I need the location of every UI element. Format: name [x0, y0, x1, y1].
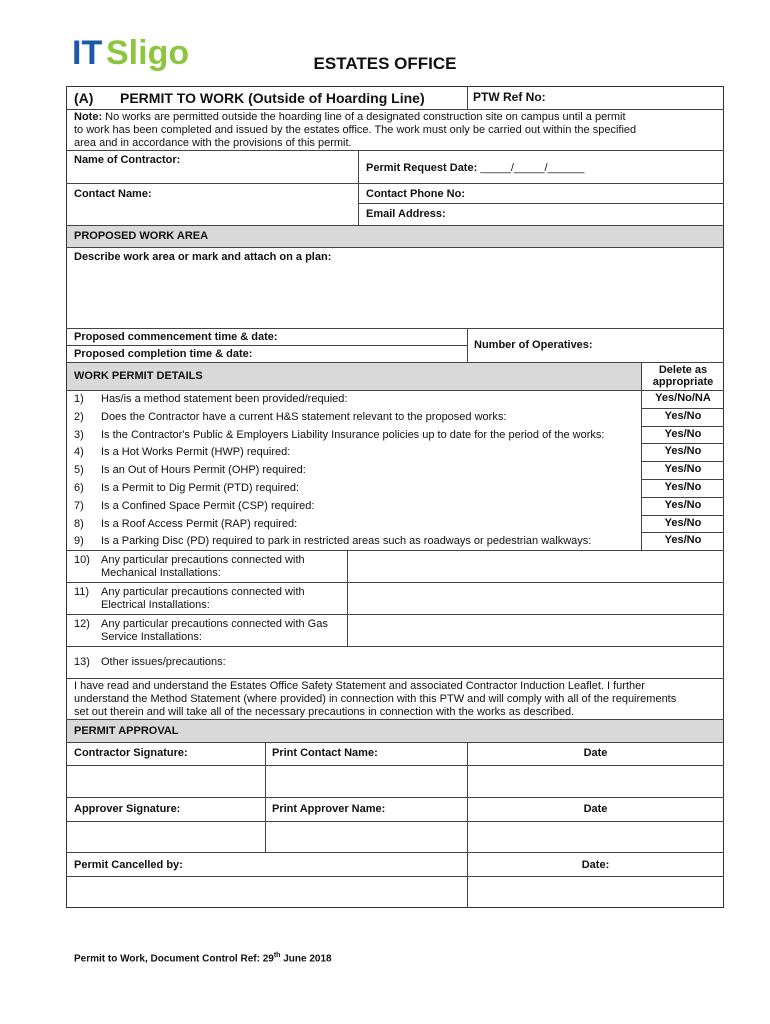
precaution-label: Other issues/precautions:	[101, 656, 226, 668]
item-answer-option[interactable]: Yes/No	[664, 463, 702, 476]
precaution-label-line-2: Mechanical Installations:	[101, 567, 221, 579]
ptw-ref-input[interactable]	[560, 88, 720, 107]
ptw-ref-label: PTW Ref No:	[473, 90, 546, 104]
item-question: Is an Out of Hours Permit (OHP) required:	[101, 464, 306, 477]
item-answer-option[interactable]: Yes/No	[664, 445, 702, 458]
item-answer-option[interactable]: Yes/No	[664, 427, 702, 440]
describe-work-area-label: Describe work area or mark and attach on a plan:	[74, 251, 332, 263]
permit-request-date-text: Permit Request Date:	[366, 162, 478, 174]
precaution-label-line-2: Electrical Installations:	[101, 599, 210, 611]
precaution-number: 13)	[74, 656, 90, 668]
item-answer-option[interactable]: Yes/No/NA	[655, 392, 711, 404]
footer-sup: th	[273, 952, 281, 959]
cancel-date-input[interactable]	[469, 878, 722, 906]
delete-as-appropriate-line-1: Delete as	[658, 364, 708, 376]
proposed-work-area-heading: PROPOSED WORK AREA	[74, 230, 209, 242]
item-number: 3)	[74, 428, 84, 441]
note-text-1: No works are permitted outside the hoarding line of a designated construction site on campus until a permit	[105, 111, 626, 123]
contractor-date-label: Date	[583, 747, 608, 759]
item-answer-option[interactable]: Yes/No	[664, 481, 702, 493]
precaution-number: 12)	[74, 618, 90, 630]
item-question: Is a Hot Works Permit (HWP) required:	[101, 446, 291, 459]
approver-date-input[interactable]	[469, 823, 722, 851]
number-of-operatives-input[interactable]	[605, 336, 720, 354]
contact-phone-input[interactable]	[475, 186, 720, 202]
item-number: 1)	[74, 393, 84, 405]
completion-input[interactable]	[300, 347, 464, 361]
permit-approval-heading: PERMIT APPROVAL	[74, 725, 179, 737]
name-of-contractor-label: Name of Contractor:	[74, 154, 181, 166]
permit-request-date-label	[366, 162, 584, 175]
declaration-line-3: set out therein and will take all of the necessary precautions in connection with the works as described.	[74, 706, 575, 718]
contractor-name-input[interactable]	[70, 167, 355, 182]
email-address-input[interactable]	[455, 206, 720, 222]
item-answer-option[interactable]: Yes/No	[664, 498, 702, 511]
other-issues-input[interactable]	[260, 648, 722, 676]
cancel-date-label: Date:	[581, 859, 610, 871]
section-title: PERMIT TO WORK (Outside of Hoarding Line)	[120, 90, 425, 106]
precaution-label: Any particular precautions connected with	[101, 586, 305, 598]
declaration-line-1: I have read and understand the Estates Office Safety Statement and associated Contractor Induction Leaflet. I further	[74, 680, 645, 692]
item-answer-option[interactable]: Yes/No	[664, 409, 702, 422]
precaution-number: 11)	[74, 586, 90, 598]
contractor-signature-label: Contractor Signature:	[74, 747, 188, 759]
contact-phone-label: Contact Phone No:	[366, 188, 465, 200]
item-answer-option[interactable]: Yes/No	[664, 516, 702, 529]
item-number: 2)	[74, 410, 84, 423]
commencement-input[interactable]	[300, 330, 464, 344]
note-label: Note:	[74, 111, 103, 123]
approver-date-label: Date	[583, 803, 608, 815]
item-question: Does the Contractor have a current H&S statement relevant to the proposed works:	[101, 410, 507, 423]
item-question: Has/is a method statement been provided/requied:	[101, 393, 348, 405]
item-number: 5)	[74, 464, 84, 477]
work-permit-details-heading: WORK PERMIT DETAILS	[74, 370, 203, 382]
precaution-input[interactable]	[350, 552, 722, 580]
work-area-description-input[interactable]	[70, 266, 720, 326]
approver-signature-input[interactable]	[68, 823, 263, 851]
item-number: 4)	[74, 446, 84, 459]
delete-as-appropriate-line-2: appropriate	[652, 376, 714, 388]
contact-name-label: Contact Name:	[74, 188, 152, 200]
permit-cancelled-label: Permit Cancelled by:	[74, 859, 183, 871]
item-question: Is a Confined Space Permit (CSP) required:	[101, 499, 315, 512]
logo-it-text: IT	[72, 34, 103, 72]
contractor-signature-input[interactable]	[68, 767, 263, 795]
commencement-label: Proposed commencement time & date:	[74, 331, 278, 343]
completion-label: Proposed completion time & date:	[74, 348, 253, 360]
approver-signature-label: Approver Signature:	[74, 803, 181, 815]
section-letter: (A)	[74, 90, 94, 106]
print-approver-name-input[interactable]	[267, 823, 465, 851]
logo-sligo-text: Sligo	[106, 34, 190, 72]
item-number: 9)	[74, 535, 84, 548]
print-approver-name-label: Print Approver Name:	[272, 803, 386, 815]
precaution-label-line-2: Service Installations:	[101, 631, 202, 643]
item-number: 8)	[74, 517, 84, 530]
permit-cancelled-input[interactable]	[68, 878, 465, 906]
precaution-number: 10)	[74, 554, 90, 566]
precaution-input[interactable]	[350, 616, 722, 644]
permit-request-date-input[interactable]: _____/_____/______	[480, 162, 585, 174]
item-question: Is a Permit to Dig Permit (PTD) required:	[101, 482, 300, 494]
print-contact-name-input[interactable]	[267, 767, 465, 795]
declaration-line-2: understand the Method Statement (where provided) in connection with this PTW and will comply with all of the requirements	[74, 693, 677, 705]
document-control-footer	[74, 952, 332, 964]
precaution-label: Any particular precautions connected with	[101, 554, 305, 566]
contractor-date-input[interactable]	[469, 767, 722, 795]
note-line-1	[74, 111, 626, 124]
item-answer-option[interactable]: Yes/No	[664, 534, 702, 547]
precaution-input[interactable]	[350, 584, 722, 612]
email-address-label: Email Address:	[366, 208, 446, 220]
contact-name-input[interactable]	[160, 186, 355, 202]
note-line-2: to work has been completed and issued by the estates office. The work must only be carried out within the specified	[74, 124, 637, 136]
footer-text-after: June 2018	[280, 953, 332, 965]
office-title: ESTATES OFFICE	[313, 54, 457, 73]
print-contact-name-label: Print Contact Name:	[272, 747, 378, 759]
number-of-operatives-label: Number of Operatives:	[474, 339, 593, 351]
note-line-3: area and in accordance with the provisions of this permit.	[74, 137, 352, 149]
item-question: Is the Contractor's Public & Employers Liability Insurance policies up to date for the period of the works:	[101, 428, 605, 441]
item-question: Is a Roof Access Permit (RAP) required:	[101, 517, 298, 530]
footer-text: Permit to Work, Document Control Ref: 29	[74, 953, 274, 965]
item-number: 6)	[74, 482, 84, 494]
item-question: Is a Parking Disc (PD) required to park in restricted areas such as roadways or pedestrian walkways:	[101, 535, 592, 548]
item-number: 7)	[74, 499, 84, 512]
precaution-label: Any particular precautions connected with Gas	[101, 618, 328, 630]
